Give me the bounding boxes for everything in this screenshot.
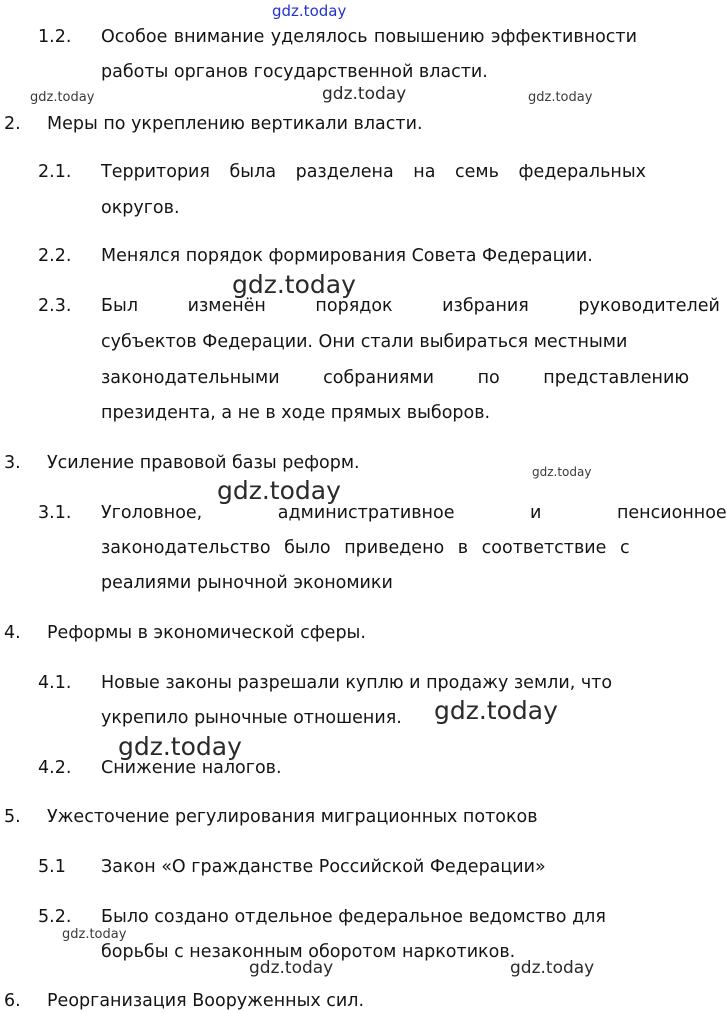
section-heading: Меры по укреплению вертикали власти. <box>47 114 423 134</box>
watermark-text: gdz.today <box>62 927 127 942</box>
watermark-text: gdz.today <box>528 90 593 105</box>
item-number: 4. <box>4 623 21 643</box>
item-text-line: Снижение налогов. <box>101 758 282 778</box>
item-text-line: округов. <box>101 198 180 218</box>
item-number: 6. <box>4 991 21 1011</box>
item-text-line: Был изменён порядок избрания руководителей <box>101 296 720 316</box>
item-number: 2.2. <box>38 246 72 266</box>
item-text-line: субъектов Федерации. Они стали выбираться местными <box>101 332 628 352</box>
watermark-text: gdz.today <box>434 696 558 725</box>
item-text-line: реалиями рыночной экономики <box>101 573 393 593</box>
item-number: 4.2. <box>38 758 72 778</box>
section-heading: Реформы в экономической сферы. <box>47 623 366 643</box>
item-number: 5.1 <box>38 857 66 877</box>
item-text-line: борьбы с незаконным оборотом наркотиков. <box>101 942 516 962</box>
watermark-text: gdz.today <box>232 270 356 299</box>
item-number: 4.1. <box>38 673 72 693</box>
item-text-line: Новые законы разрешали куплю и продажу земли, что <box>101 673 613 693</box>
item-text-line: Территория была разделена на семь федеральных <box>101 162 647 182</box>
item-number: 2.1. <box>38 162 72 182</box>
item-text-line: работы органов государственной власти. <box>101 62 488 82</box>
item-text-line: законодательными собраниями по представлению <box>101 368 690 388</box>
item-number: 3.1. <box>38 503 72 523</box>
item-number: 2.3. <box>38 296 72 316</box>
item-text-line: укрепило рыночные отношения. <box>101 708 402 728</box>
item-number: 2. <box>4 114 21 134</box>
watermark-text: gdz.today <box>249 958 334 978</box>
item-number: 1.2. <box>38 27 72 47</box>
item-number: 5. <box>4 807 21 827</box>
watermark-text: gdz.today <box>30 90 95 105</box>
item-text-line: президента, а не в ходе прямых выборов. <box>101 403 491 423</box>
item-text-line: Уголовное, административное и пенсионное <box>101 503 727 523</box>
watermark-text: gdz.today <box>322 84 407 104</box>
watermark-text: gdz.today <box>118 732 242 761</box>
item-text-line: Закон «О гражданстве Российской Федерации» <box>101 857 546 877</box>
item-number: 5.2. <box>38 907 72 927</box>
item-text-line: законодательство было приведено в соответствие с <box>101 538 630 558</box>
watermark-text: gdz.today <box>532 465 592 479</box>
item-text-line: Было создано отдельное федеральное ведомство для <box>101 907 606 927</box>
item-text-line: Особое внимание уделялось повышению эффективности <box>101 27 637 47</box>
section-heading: Реорганизация Вооруженных сил. <box>47 991 365 1011</box>
section-heading: Ужесточение регулирования миграционных потоков <box>47 807 538 827</box>
watermark-text: gdz.today <box>510 958 595 978</box>
section-heading: Усиление правовой базы реформ. <box>47 453 360 473</box>
item-number: 3. <box>4 453 21 473</box>
watermark-text: gdz.today <box>272 2 347 20</box>
item-text-line: Менялся порядок формирования Совета Федерации. <box>101 246 593 266</box>
watermark-text: gdz.today <box>217 476 341 505</box>
